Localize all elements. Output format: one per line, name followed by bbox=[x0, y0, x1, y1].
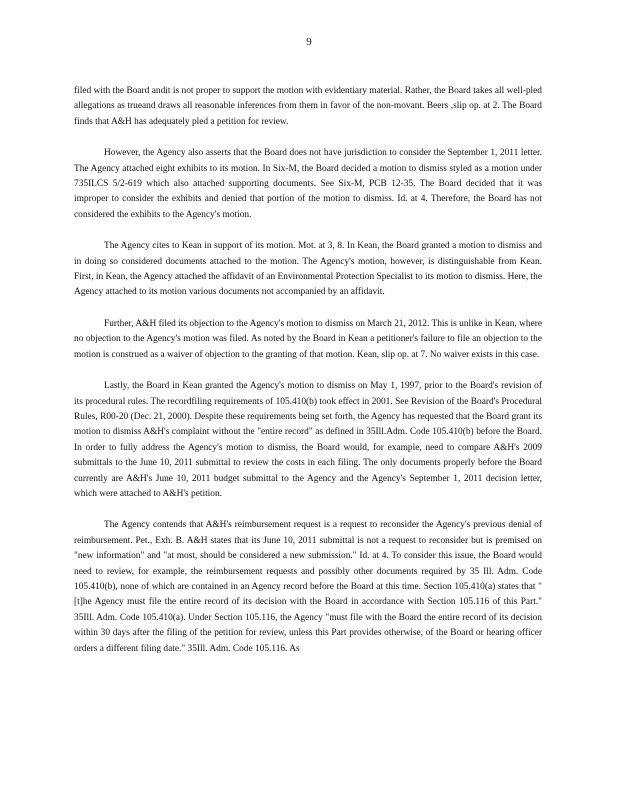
paragraph-reconsideration: The Agency contends that A&H's reimbursement request is a request to reconsider the Agency's previous denial of reimbursement. Pet., Exh. B. A&H states that its June 10, 2011 submittal is not a request to reconsider but is premised on "new information" and "at most, should be considered a new submission." Id. at 4. To consider this issue, the Board would need to review, for example, the reimbursement requests and possibly other documents required by 35 Ill. Adm. Code 105.410(b), none of which are contained in an Agency record before the Board at this time. Section 105.410(a) states that "[t]he Agency must file the entire record of its decision with the Board in accordance with Section 105.116 of this Part." 35Ill. Adm. Code 105.410(a). Under Section 105.116, the Agency "must file with the Board the entire record of its decision within 30 days after the filing of the petition for review, unless this Part provides otherwise, of the Board or hearing officer orders a different filing date." 35Ill. Adm. Code 105.116. As bbox=[74, 520, 542, 654]
paragraph-objection: Further, A&H filed its objection to the Agency's motion to dismiss on March 21, 2012. This is unlike in Kean, where no objection to the Agency's motion was filed. As noted by the Board in Kean a petitioner's failure to file an objection to the motion is construed as a waiver of objection to the granting of that motion. Kean, slip op. at 7. No waiver exists in this case. bbox=[74, 318, 542, 360]
page-number: 9 bbox=[306, 36, 312, 48]
paragraph-jurisdiction: However, the Agency also asserts that the Board does not have jurisdiction to consider the September 1, 2011 letter. The Agency attached eight exhibits to its motion. In Six-M, the Board decided a motion to dismiss styled as a motion under 735ILCS 5/2-619 which also attached supporting documents. See Six-M, PCB 12-35. The Board decided that it was improper to consider the exhibits and denied that portion of the motion to dismiss. Id. at 4. Therefore, the Board has not considered the exhibits to the Agency's motion. bbox=[74, 148, 542, 220]
paragraph-continuation: filed with the Board andit is not proper to support the motion with evidentiary material. Rather, the Board takes all well-pled allegations as trueand draws all reasonable inferences from them in favor of the non-movant. Beers ,slip op. at 2. The Board finds that A&H has adequately pled a petition for review. bbox=[74, 86, 542, 127]
document-body bbox=[74, 84, 542, 673]
paragraph-kean-distinction: The Agency cites to Kean in support of its motion. Mot. at 3, 8. In Kean, the Board granted a motion to dismiss and in doing so considered documents attached to the motion. The Agency's motion, however, is distinguishable from Kean. First, in Kean, the Agency attached the affidavit of an Environmental Protection Specialist to its motion to dismiss. Here, the Agency attached to its motion various documents not accompanied by an affidavit. bbox=[74, 241, 542, 298]
paragraph-procedural-rules: Lastly, the Board in Kean granted the Agency's motion to dismiss on May 1, 1997, prior to the Board's revision of its procedural rules. The recordfiling requirements of 105.410(b) took effect in 2001. See Revision of the Board's Procedural Rules, R00-20 (Dec. 21, 2000). Despite these requirements being set forth, the Agency has requested that the Board grant its motion to dismiss A&H's complaint without the "entire record" as defined in 35Ill.Adm. Code 105.410(b) before the Board. In order to fully address the Agency's motion to dismiss, the Board would, for example, need to compare A&H's 2009 submittals to the June 10, 2011 submittal to review the costs in each filing. The only documents properly before the Board currently are A&H's June 10, 2011 budget submittal to the Agency and the Agency's September 1, 2011 decision letter, which were attached to A&H's petition. bbox=[74, 381, 542, 499]
